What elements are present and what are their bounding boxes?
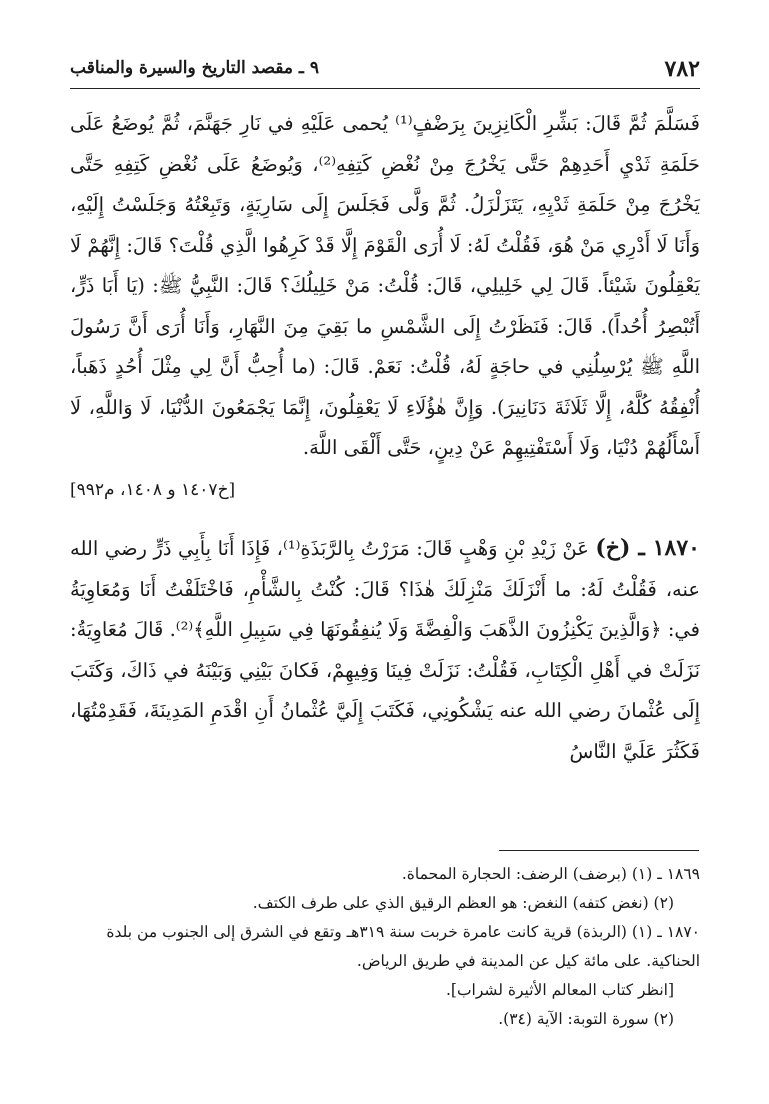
footnote-1869-1: ١٨٦٩ ـ (١) (برضف) الرضف: الحجارة المحماة.: [401, 865, 700, 883]
hadith-1870: [70, 528, 700, 772]
running-title: ٩ ـ مقصد التاريخ والسيرة والمناقب: [70, 58, 319, 78]
hadith-1869-reference-line: [70, 469, 700, 511]
hadith-1870-text: عَنْ زَيْدِ بْنِ وَهْبٍ قَالَ: مَرَرْتُ بِالرَّبَذَةِ⁽¹⁾، فَإِذَا أَنَا بِأَبِي ذَرٍّ رضي الله عنه، فَقُلْتُ لَهُ: ما أَنْزَلَكَ مَنْزِلَكَ هٰذَا؟ قَالَ: كُنْتُ بِالشَّأْمِ، فَاخْتَلَفْتُ أَنَا وَمُعَاوِيَةُ في: ﴿وَالَّذِينَ يَكْنِزُونَ الذَّهَبَ وَالْفِضَّةَ وَلَا يُنفِقُونَهَا فِي سَبِيلِ اللَّهِ﴾⁽²⁾. قَالَ مُعَاوِيَةُ: نَزَلَتْ في أَهْلِ الْكِتَابِ، فَقُلْتُ: نَزَلَتْ فِينَا وَفِيهِمْ، فَكانَ بَيْنِي وَبَيْنَهُ في ذَاكَ، وَكَتَبَ إِلَى عُثْمانَ رضي الله عنه يَشْكُونِي، فَكَتَبَ إِلَيَّ عُثْمانُ أَنِ اقْدَمِ المَدِينَةَ، فَقَدِمْتُهَا، فَكَثُرَ عَلَيَّ النَّاسُ: [70, 537, 700, 763]
hadith-1870-number: ١٨٧٠ ـ (خ): [595, 535, 700, 561]
page-header: [70, 52, 700, 89]
footnote-1870-1: ١٨٧٠ ـ (١) (الربذة) قرية كانت عامرة خربت سنة ٣١٩هـ وتقع في الشرق إلى الجنوب من بلدة الحناكية. على مائة كيل عن المدينة في طريق الرياض.: [106, 923, 700, 970]
page-number: ٧٨٢: [664, 56, 700, 82]
footnote-1870-1-source: [انظر كتاب المعالم الأثيرة لشراب].: [445, 981, 674, 999]
footnote-separator: [499, 850, 699, 851]
hadith-1869-reference: [خ١٤٠٧ و ١٤٠٨، م٩٩٢]: [70, 479, 236, 500]
main-text: [70, 104, 700, 772]
footnote-1869-2: (٢) (نغض كتفه) النغض: هو العظم الرقيق الذي على طرف الكتف.: [252, 894, 674, 912]
hadith-1869-text: فَسَلَّمَ ثُمَّ قَالَ: بَشِّرِ الْكَانِزِينَ بِرَضْفٍ⁽¹⁾ يُحمى عَلَيْهِ في نَارِ جَهَنَّمَ، ثُمَّ يُوضَعُ عَلَى حَلَمَةِ ثَدْيِ أَحَدِهِمْ حَتَّى يَخْرُجَ مِنْ نُغْضِ كَتِفِهِ⁽²⁾، وَيُوضَعُ عَلَى نُغْضِ كَتِفِهِ حَتَّى يَخْرُجَ مِنْ حَلَمَةِ ثَدْيِهِ، يَتَزَلْزَلُ. ثُمَّ وَلَّى فَجَلَسَ إِلَى سَارِيَةٍ، وَتَبِعْتُهُ وَجَلَسْتُ إِلَيْهِ، وَأَنَا لَا أَدْرِي مَنْ هُوَ، فَقُلْتُ لَهُ: لَا أُرَى الْقَوْمَ إِلَّا قَدْ كَرِهُوا الَّذِي قُلْتَ؟ قَالَ: إِنَّهُمْ لَا يَعْقِلُونَ شَيْئاً. قَالَ لِي خَلِيلِي، قَالَ: قُلْتُ: مَنْ خَلِيلُكَ؟ قَالَ: النَّبِيُّ ﷺ: (يَا أَبَا ذَرٍّ، أَتُبْصِرُ أُحُداً). قَالَ: فَنَظَرْتُ إِلَى الشَّمْسِ ما بَقِيَ مِنَ النَّهَارِ، وَأَنَا أُرَى أَنَّ رَسُولَ اللَّهِ ﷺ يُرْسِلُنِي في حاجَةٍ لَهُ، قُلْتُ: نَعَمْ. قَالَ: (ما أُحِبُّ أَنَّ لِي مِثْلَ أُحُدٍ ذَهَباً، أُنْفِقُهُ كُلَّهُ، إِلَّا ثَلَاثَةَ دَنَانِيرَ). وَإِنَّ هٰؤُلَاءِ لَا يَعْقِلُونَ، إِنَّمَا يَجْمَعُونَ الدُّنْيَا، لَا وَاللَّهِ، لَا أَسْأَلُهُمْ دُنْيَا، وَلَا أَسْتَفْتِيهِمْ عَنْ دِينٍ، حَتَّى أَلْقَى اللَّهَ.: [70, 112, 700, 459]
footnote-1870-2: (٢) سورة التوبة: الآية (٣٤).: [498, 1010, 674, 1028]
footnotes: [70, 860, 700, 1034]
